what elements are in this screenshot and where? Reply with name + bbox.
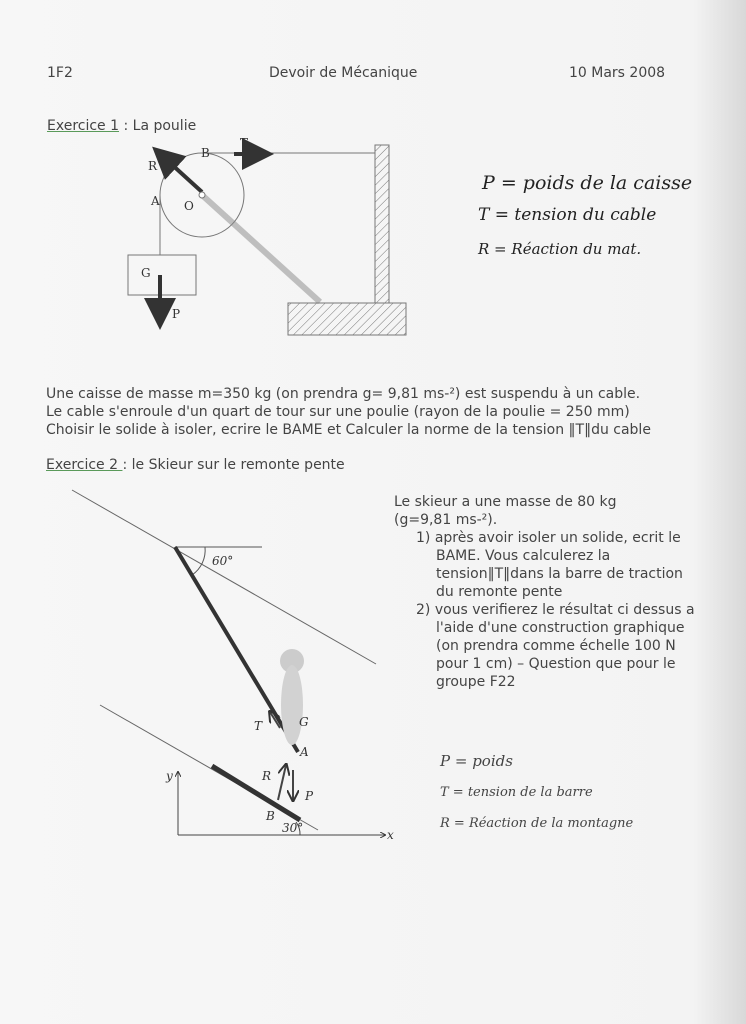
legend2-weight: P = poids: [440, 752, 513, 770]
diagram-label: R: [262, 769, 272, 783]
ex2-intro-2: (g=9,81 ms-²).: [394, 512, 498, 528]
reaction-arrow: [158, 152, 202, 192]
diagram-label: y: [166, 769, 173, 783]
diagram-label: 60°: [212, 554, 234, 568]
diagram-label: P: [172, 307, 181, 321]
diagram-label: B: [266, 809, 275, 823]
diagram-label: 30°: [282, 821, 304, 835]
ex1-text-line2: Le cable s'enroule d'un quart de tour sur une poulie (rayon de la poulie = 250 mm): [46, 404, 630, 420]
diagram-label: A: [300, 745, 309, 759]
skier-diagram: [72, 490, 394, 842]
legend2-reaction: R = Réaction de la montagne: [440, 816, 634, 831]
ex2-question-2: 2) vous verifierez le résultat ci dessus a l'aide d'une construction graphique (on prendra comme échelle 100 N pour 1 cm) – Question que pour le groupe F22: [416, 602, 695, 690]
diagram-label: x: [387, 828, 394, 842]
diagram-label: P: [305, 789, 314, 803]
mast: [375, 145, 389, 303]
class-label: 1F2: [47, 65, 73, 81]
legend-weight: P = poids de la caisse: [482, 172, 693, 194]
document-title: Devoir de Mécanique: [269, 65, 418, 81]
pulley-diagram: [128, 136, 406, 335]
document-date: 10 Mars 2008: [569, 65, 666, 81]
diagram-label: T: [240, 136, 249, 150]
diagram-label: T: [254, 719, 263, 733]
diagram-label: A: [151, 194, 160, 208]
ex2-question-1: 1) après avoir isoler un solide, ecrit le BAME. Vous calculerez la tension‖T‖dans la barre de traction du remonte pente: [416, 530, 683, 600]
mast-strut: [202, 195, 320, 302]
exercise2-subtitle: : le Skieur sur le remonte pente: [122, 457, 345, 473]
diagram-label: G: [299, 715, 309, 729]
exercise1-title: Exercice 1: [47, 118, 120, 134]
diagram-label: B: [201, 146, 210, 160]
exercise1-subtitle: : La poulie: [119, 118, 197, 134]
exercise2-heading: [46, 456, 345, 474]
legend2-tension: T = tension de la barre: [440, 785, 593, 800]
ex2-intro-1: Le skieur a une masse de 80 kg: [394, 494, 617, 510]
diagram-label: G: [141, 266, 151, 280]
exercise2-statement: [394, 493, 694, 691]
skier-body: [281, 665, 303, 745]
exercise2-title: Exercice 2: [46, 457, 123, 473]
ski: [212, 766, 300, 820]
tow-bar: [175, 547, 298, 752]
legend-reaction: R = Réaction du mat.: [478, 240, 642, 258]
legend-tension: T = tension du cable: [478, 205, 657, 225]
ex1-text-line1: Une caisse de masse m=350 kg (on prendra g= 9,81 ms-²) est suspendu à un cable.: [46, 386, 641, 402]
diagram-label: R: [148, 159, 158, 173]
ex1-text-line3: Choisir le solide à isoler, ecrire le BAME et Calculer la norme de la tension ‖T‖du cable: [46, 422, 651, 438]
diagram-label: O: [184, 199, 194, 213]
base: [288, 303, 406, 335]
